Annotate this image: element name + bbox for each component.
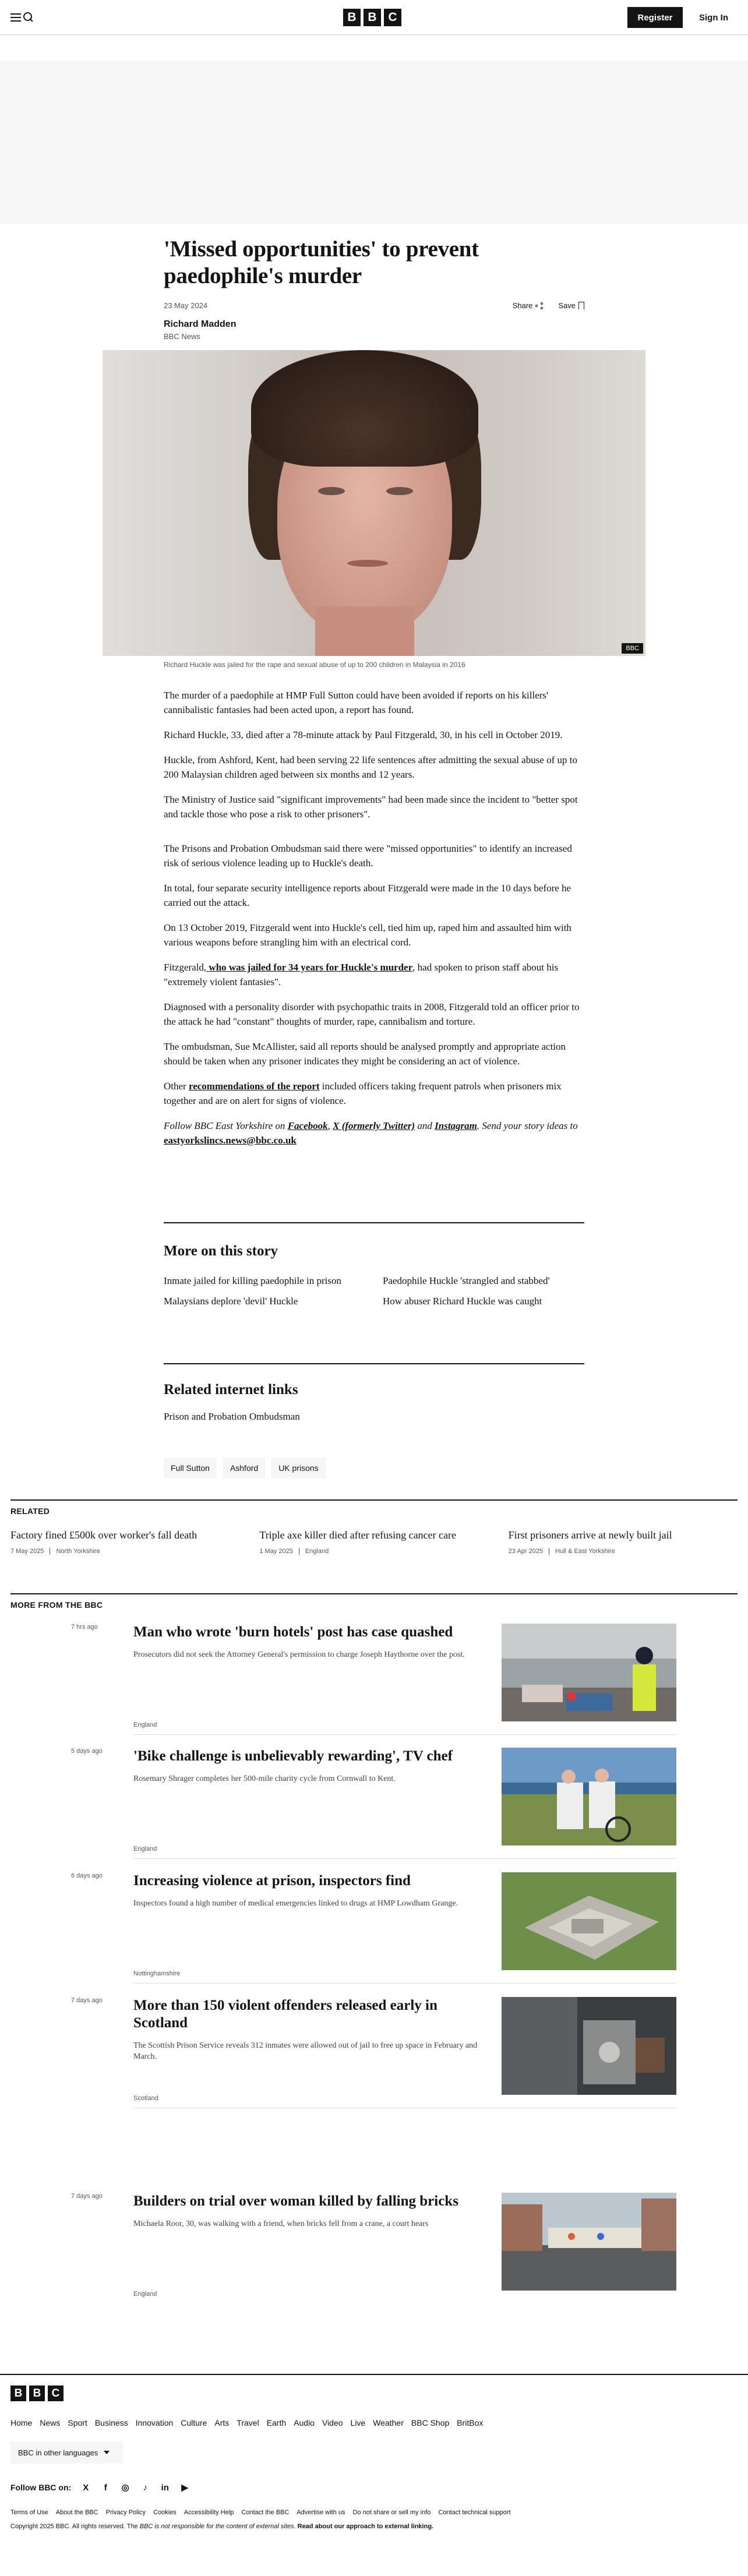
hero-image xyxy=(103,350,645,656)
footer-link[interactable]: Contact technical support xyxy=(438,2509,511,2516)
footer-link[interactable]: Do not share or sell my info xyxy=(352,2509,431,2516)
paragraph: The murder of a paedophile at HMP Full Sutton could have been avoided if reports on his killers' cannibalistic fantasies had been acted upon, a report has found. xyxy=(164,690,549,715)
external-link[interactable]: Prison and Probation Ombudsman xyxy=(164,1411,300,1422)
paragraph: The Prisons and Probation Ombudsman said there were "missed opportunities" to identify an increased risk of serious violence leading up to Huckle's death. xyxy=(164,843,572,869)
article-meta xyxy=(164,301,584,310)
author-name: Richard Madden xyxy=(164,319,237,329)
more-on-this-story xyxy=(164,1222,584,1307)
footer-link[interactable]: Advertise with us xyxy=(297,2509,345,2516)
section-heading: MORE FROM THE BBC xyxy=(10,1600,103,1610)
promo-image xyxy=(502,1748,676,1845)
footer-nav-item[interactable]: BritBox xyxy=(457,2418,484,2427)
linkedin-icon[interactable]: in xyxy=(161,2482,169,2493)
email-link[interactable]: eastyorkslincs.news@bbc.co.uk xyxy=(164,1135,297,1146)
paragraph: Fitzgerald, who was jailed for 34 years for Huckle's murder, had spoken to prison staff about his "extremely violent fantasies". xyxy=(164,962,559,987)
site-header xyxy=(0,0,748,35)
chevron-down-icon xyxy=(104,2451,110,2454)
footer-link[interactable]: Cookies xyxy=(153,2509,177,2516)
related-item[interactable]: Factory fined £500k over worker's fall death 7 May 2025 North Yorkshire xyxy=(10,1529,197,1555)
related-item[interactable]: Triple axe killer died after refusing cancer care 1 May 2025 England xyxy=(259,1529,456,1555)
footer-nav-item[interactable]: Live xyxy=(350,2418,366,2427)
footer-nav-item[interactable]: Earth xyxy=(266,2418,287,2427)
article-body xyxy=(164,688,584,1158)
more-from-bbc: MORE FROM THE BBC 7 hrs ago Man who wrote 'burn hotels' post has case quashed Prosecutors did not seek the Attorney General's permission to charge Joseph Haythorne over the post. England 5 days ago 'Bike challenge is unbelievably rewarding', TV chef Rosemary Shrager completes her 500-mile charity cycle from Cornwall to Kent. England 6 days ago Increasing violence at prison, inspectors find Inspectors found a high number of medical emergencies linked to drugs at HMP Lowdham Grange. Nottinghamshire 7 days ago More than 150 violent offenders released early in Scotland The Scottish Prison Service reveals 312 inmates were allowed out of jail to free up space in February and March. Scotland 7 days ago Builders on trial over woman killed by falling bricks Michaela Roor, 30, was walking with a friend, when bricks fell from a crane, a court hears England xyxy=(10,1593,738,1610)
section-heading: Related internet links xyxy=(164,1382,298,1398)
story-link[interactable]: Inmate jailed for killing paedophile in prison xyxy=(164,1275,341,1286)
promo-image xyxy=(502,1997,676,2095)
story-link[interactable]: Malaysians deplore 'devil' Huckle xyxy=(164,1296,298,1307)
promo-image xyxy=(502,1624,676,1721)
footer-nav-item[interactable]: BBC Shop xyxy=(411,2418,450,2427)
menu-icon xyxy=(10,13,21,22)
share-button[interactable]: Share xyxy=(513,301,544,310)
related-section xyxy=(10,1499,738,1555)
related-item[interactable]: First prisoners arrive at newly built jail 23 Apr 2025 Hull & East Yorkshire xyxy=(508,1529,672,1555)
footer-nav-item[interactable]: Business xyxy=(94,2418,128,2427)
story-link[interactable]: Paedophile Huckle 'strangled and stabbed' xyxy=(383,1275,550,1286)
related-internet-links xyxy=(164,1363,584,1423)
footer-nav-item[interactable]: Arts xyxy=(214,2418,230,2427)
story-link[interactable]: How abuser Richard Huckle was caught xyxy=(383,1296,542,1307)
external-linking-link[interactable]: Read about our approach to external linking. xyxy=(295,2523,434,2530)
footer-link[interactable]: Accessibility Help xyxy=(184,2509,234,2516)
youtube-icon[interactable]: ▶ xyxy=(181,2483,188,2493)
search-icon xyxy=(23,12,33,22)
save-button[interactable]: Save xyxy=(558,301,584,310)
copyright: Copyright 2025 BBC. All rights reserved. The BBC is not responsible for the content of external sites. Read about our approach to external linking. xyxy=(10,2523,434,2530)
topic-tags xyxy=(164,1458,326,1478)
footer-link[interactable]: Terms of Use xyxy=(10,2509,48,2516)
footer-nav-item[interactable]: Sport xyxy=(68,2418,87,2427)
tag-ashford[interactable]: Ashford xyxy=(223,1458,265,1478)
footer-links xyxy=(10,2509,738,2516)
sign-in-link[interactable]: Sign In xyxy=(699,12,728,23)
footer-nav-item[interactable]: Audio xyxy=(294,2418,315,2427)
paragraph: In total, four separate security intelligence reports about Fitzgerald were made in the 10 days before he carried out the attack. xyxy=(164,883,571,908)
promo-image xyxy=(502,2193,676,2291)
author-source: BBC News xyxy=(164,332,200,341)
footer-nav-item[interactable]: Travel xyxy=(237,2418,259,2427)
section-heading: More on this story xyxy=(164,1243,278,1259)
footer-nav xyxy=(10,2418,738,2427)
promo-image xyxy=(502,1872,676,1970)
paragraph: Richard Huckle, 33, died after a 78-minute attack by Paul Fitzgerald, 30, in his cell in October 2019. xyxy=(164,729,563,740)
site-footer xyxy=(0,2374,748,2576)
ad-placeholder xyxy=(0,61,748,224)
paragraph: The Ministry of Justice said "significant improvements" had been made since the incident to "better spot and tackle those who pose a risk to other prisoners". xyxy=(164,794,578,820)
bbc-logo[interactable]: B B C xyxy=(343,9,401,26)
footer-nav-item[interactable]: Innovation xyxy=(135,2418,174,2427)
facebook-icon[interactable]: f xyxy=(104,2482,107,2493)
footer-link[interactable]: About the BBC xyxy=(55,2509,98,2516)
follow-bbc: Follow BBC on: X f ◎ ♪ in ▶ xyxy=(10,2482,738,2493)
instagram-icon[interactable]: ◎ xyxy=(121,2483,129,2493)
instagram-link[interactable]: Instagram xyxy=(435,1120,477,1131)
paragraph: Huckle, from Ashford, Kent, had been serving 22 life sentences after admitting the sexual abuse of up to 200 Malaysian children aged between six months and 12 years. xyxy=(164,754,578,780)
report-link[interactable]: recommendations of the report xyxy=(188,1081,320,1092)
image-caption: Richard Huckle was jailed for the rape and sexual abuse of up to 200 children in Malaysia in 2016 xyxy=(164,661,465,669)
paragraph: On 13 October 2019, Fitzgerald went into Huckle's cell, tied him up, raped him and assaulted him with various weapons before strangling him with an electrical cord. xyxy=(164,922,571,948)
paragraph: Diagnosed with a personality disorder with psychopathic traits in 2008, Fitzgerald told an officer prior to the attack he had "constant" thoughts of murder, rape, cannibalism and torture. xyxy=(164,1001,580,1027)
footer-bbc-logo[interactable]: B B C xyxy=(10,2386,738,2401)
section-heading: RELATED xyxy=(10,1506,50,1516)
tag-full-sutton[interactable]: Full Sutton xyxy=(164,1458,217,1478)
footer-nav-item[interactable]: News xyxy=(40,2418,61,2427)
tag-uk-prisons[interactable]: UK prisons xyxy=(271,1458,325,1478)
image-credit: BBC xyxy=(622,643,643,654)
footer-nav-item[interactable]: Home xyxy=(10,2418,33,2427)
follow-paragraph: Follow BBC East Yorkshire on Facebook, X (formerly Twitter) and Instagram. Send your story ideas to eastyorkslincs.news@bbc.co.uk xyxy=(164,1120,578,1146)
bookmark-icon xyxy=(578,302,584,309)
menu-search-button[interactable] xyxy=(10,12,33,22)
facebook-link[interactable]: Facebook xyxy=(287,1120,328,1131)
jailed-article-link[interactable]: who was jailed for 34 years for Huckle's murder xyxy=(206,962,413,973)
paragraph: Other recommendations of the report included officers taking frequent patrols when prisoners mix together and are on alert for signs of violence. xyxy=(164,1081,562,1106)
other-languages-button[interactable]: BBC in other languages xyxy=(10,2441,124,2464)
footer-nav-item[interactable]: Weather xyxy=(373,2418,404,2427)
footer-link[interactable]: Privacy Policy xyxy=(105,2509,146,2516)
x-link[interactable]: X (formerly Twitter) xyxy=(333,1120,415,1131)
footer-nav-item[interactable]: Culture xyxy=(181,2418,207,2427)
register-button[interactable]: Register xyxy=(627,7,683,28)
article-title: 'Missed opportunities' to prevent paedophile's murder xyxy=(164,237,479,288)
footer-link[interactable]: Contact the BBC xyxy=(241,2509,290,2516)
x-icon[interactable]: X xyxy=(83,2482,89,2493)
tiktok-icon[interactable]: ♪ xyxy=(143,2482,147,2493)
paragraph: The ombudsman, Sue McAllister, said all reports should be analysed promptly and appropriate action should be taken when any prisoner indicates they might be considering an act of violence. xyxy=(164,1041,566,1067)
article-date: 23 May 2024 xyxy=(164,301,208,310)
footer-nav-item[interactable]: Video xyxy=(322,2418,343,2427)
article-header xyxy=(164,236,584,341)
share-icon xyxy=(535,302,543,309)
